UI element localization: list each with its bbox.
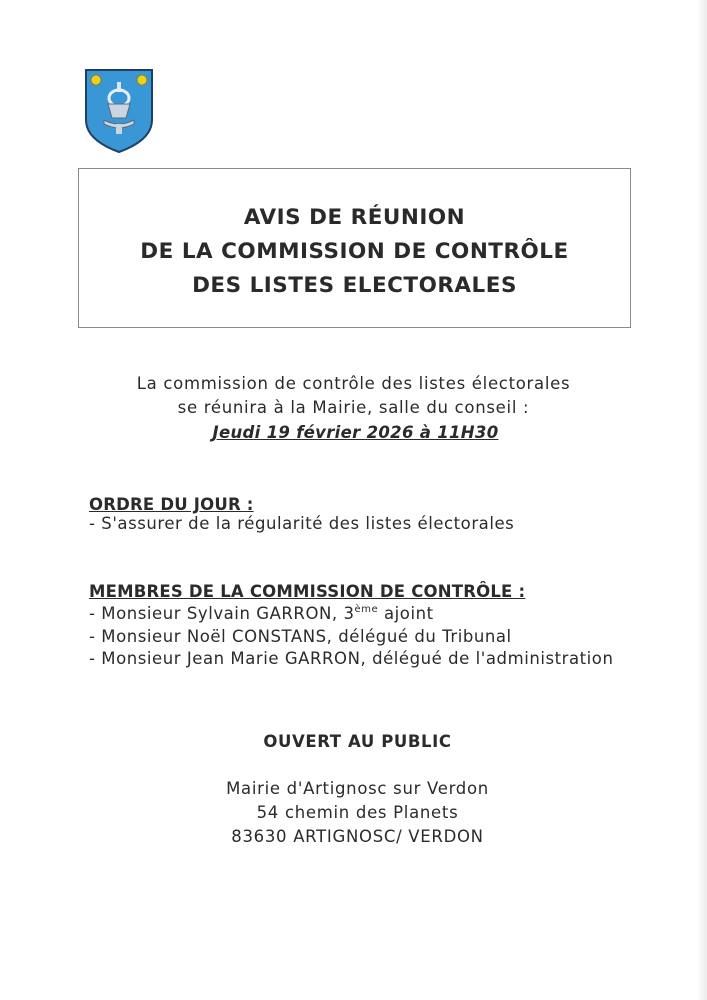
title-line-1: AVIS DE RÉUNION: [243, 205, 466, 230]
intro-line-2: se réunira à la Mairie, salle du conseil :: [177, 398, 530, 417]
address-line-2: 54 chemin des Planets: [256, 803, 459, 822]
address-line-3: 83630 ARTIGNOSC/ VERDON: [231, 827, 484, 846]
agenda-item: - S'assurer de la régularité des listes électorales: [89, 514, 515, 533]
scan-edge-shading: [697, 0, 707, 1000]
members-heading: MEMBRES DE LA COMMISSION DE CONTRÔLE :: [89, 582, 526, 601]
member-text: - Monsieur Sylvain GARRON, 3: [89, 604, 355, 623]
public-notice: OUVERT AU PUBLIC: [263, 732, 452, 751]
address-line-1: Mairie d'Artignosc sur Verdon: [226, 779, 489, 798]
member-ordinal-suffix: ème: [354, 604, 379, 615]
member-text: - Monsieur Noël CONSTANS, délégué du Tribunal: [89, 627, 512, 646]
intro-line-1: La commission de contrôle des listes électorales: [136, 374, 571, 393]
title-box: [78, 168, 631, 328]
coat-of-arms-icon: [84, 68, 154, 154]
member-item: [89, 604, 434, 623]
member-text-end: ajoint: [378, 604, 434, 623]
meeting-date: Jeudi 19 février 2026 à 11H30: [212, 423, 499, 442]
member-item: [89, 627, 512, 646]
member-text: - Monsieur Jean Marie GARRON, délégué de l'administration: [89, 649, 614, 668]
member-item: [89, 649, 613, 668]
title-line-2: DE LA COMMISSION DE CONTRÔLE: [140, 239, 569, 264]
agenda-heading: ORDRE DU JOUR :: [89, 495, 254, 514]
title-line-3: DES LISTES ELECTORALES: [192, 273, 517, 298]
